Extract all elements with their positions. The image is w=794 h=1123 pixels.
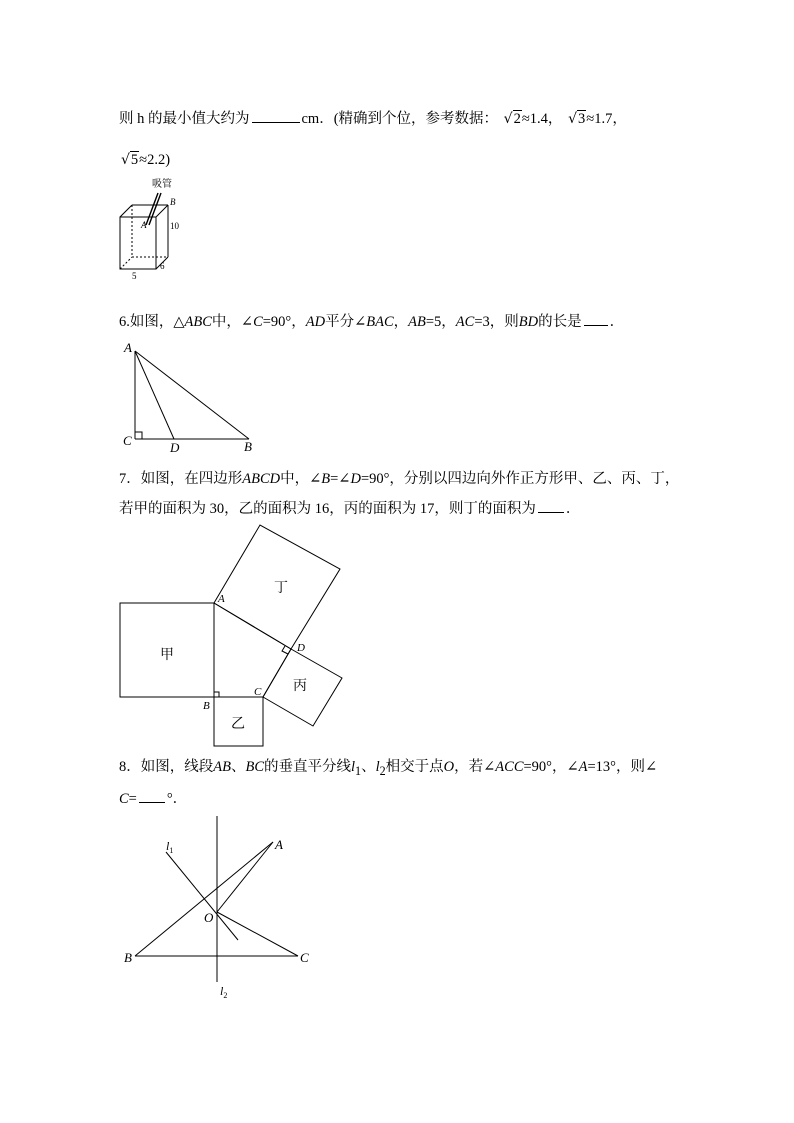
fig7-D: D [297,642,305,654]
q7-ABCD: ABCD [242,471,281,487]
q6-t4: 平分∠ [325,314,367,330]
q8-l1: l [351,759,356,775]
fig8-O: O [204,910,214,925]
q8-t1: 如图，线段 [140,759,214,775]
label-jia: 甲 [160,648,174,663]
q5-text-a: 则 h 的最小值大约为 [119,111,250,127]
q7-answer-blank[interactable] [538,498,564,513]
fig7-B: B [203,700,210,712]
q7-t1: 如图，在四边形 [140,471,243,487]
fig8-C: C [300,950,309,965]
q7-D: D [350,471,361,487]
q6-t1: 如图， [129,314,174,330]
fig6-A: A [124,340,132,355]
q5-line2 [119,150,170,170]
segment-AD [135,351,174,439]
sqrt3: √3 [568,111,586,127]
q5-approx5: ≈2.2) [139,152,171,168]
q7-t3: =∠ [330,471,351,487]
q6-answer-blank[interactable] [584,311,608,326]
label-10: 10 [170,221,179,231]
box-front-face [120,217,156,269]
label-6: 6 [160,261,165,271]
q8-line2-C: C [119,791,129,807]
label-yi: 乙 [231,717,245,732]
q7-line2-end: ． [565,501,581,517]
q6-ABC: ABC [184,314,212,330]
q8-t3: 的垂直平分线 [264,759,351,775]
q7-squares-figure [115,520,350,752]
q8-bisector-figure [118,812,318,1007]
q5-approx2: ≈1.4， [521,111,563,127]
q8-answer-blank[interactable] [139,788,165,803]
fig6-B: B [244,439,252,454]
q6-t3: =90°， [262,314,306,330]
fig6-D: D [170,440,180,455]
fig8-l1: $l_1$ [166,839,174,855]
segment-AB [135,351,249,439]
q8-line1 [119,757,657,781]
q8-BC: BC [245,759,264,775]
q7-B: B [321,471,331,487]
label-5: 5 [132,271,137,281]
q7-t2: 中，∠ [280,471,322,487]
q8-t7: =90°，∠ [523,759,579,775]
segment-OA [217,842,273,912]
q8-A: A [578,759,588,775]
q8-number: 8． [119,759,141,775]
q6-BAC: BAC [366,314,394,330]
q5-approx3: ≈1.7， [586,111,627,127]
q6-t7: =3，则 [474,314,519,330]
q5-box-figure [110,175,190,290]
segment-OC [217,912,298,956]
sqrt2: √2 [503,111,521,127]
fig7-A: A [218,593,225,605]
fig7-C: C [254,686,262,698]
fig8-B: B [124,950,132,965]
label-bing: 丙 [293,679,307,694]
q8-l2: l [375,759,380,775]
q8-line2 [119,788,187,809]
q8-t4: 、 [361,759,376,775]
q6-t6: =5， [425,314,456,330]
q8-AB: AB [213,759,231,775]
sqrt5: √5 [121,152,139,168]
fig8-l2: $l_2$ [220,984,228,1000]
q6-AB: AB [408,314,426,330]
q8-l1-sub: 1 [355,763,362,778]
q8-l2-sub: 2 [379,763,386,778]
label-B: B [170,197,176,207]
q8-t8: =13°，则∠ [587,759,658,775]
line-l1 [166,852,238,940]
right-angle-mark-C [135,432,142,439]
q6-BD: BD [518,314,539,330]
fig8-A: A [275,837,283,852]
q6-t5: ， [393,314,409,330]
q6-AC: AC [455,314,475,330]
q6-triangle-figure [118,338,268,458]
q6-text [119,311,624,332]
straw-label: 吸管 [152,179,172,190]
right-angle-mark-B [214,692,219,697]
q7-line1 [119,469,679,489]
q7-number: 7． [119,471,141,487]
label-ding: 丁 [274,581,288,596]
q8-O: O [443,759,455,775]
q8-t5: 相交于点 [385,759,444,775]
q5-line1 [119,108,627,129]
fig6-C: C [123,433,132,448]
q8-t6: ，若∠ [454,759,496,775]
q6-triangle-symbol: △ [173,314,185,330]
q8-line2-end: °． [166,791,188,807]
label-A: A [141,220,147,230]
q8-ACC: ACC [495,759,524,775]
q6-C: C [253,314,263,330]
q6-number: 6. [119,314,130,330]
q5-text-unit: cm．(精确到个位，参考数据： [301,111,499,127]
q8-t2: 、 [230,759,246,775]
q6-t9: ． [609,314,625,330]
q7-line2-text: 若甲的面积为 30，乙的面积为 16，丙的面积为 17，则丁的面积为 [119,501,536,517]
q7-t4: =90°，分别以四边向外作正方形甲、乙、丙、丁， [360,471,680,487]
q8-line2-eq: = [128,791,137,807]
segment-BA [135,842,273,956]
q7-line2 [119,498,580,519]
q6-t2: 中，∠ [211,314,254,330]
q6-t8: 的长是 [538,314,582,330]
q6-AD: AD [305,314,326,330]
q5-answer-blank[interactable] [252,108,300,123]
